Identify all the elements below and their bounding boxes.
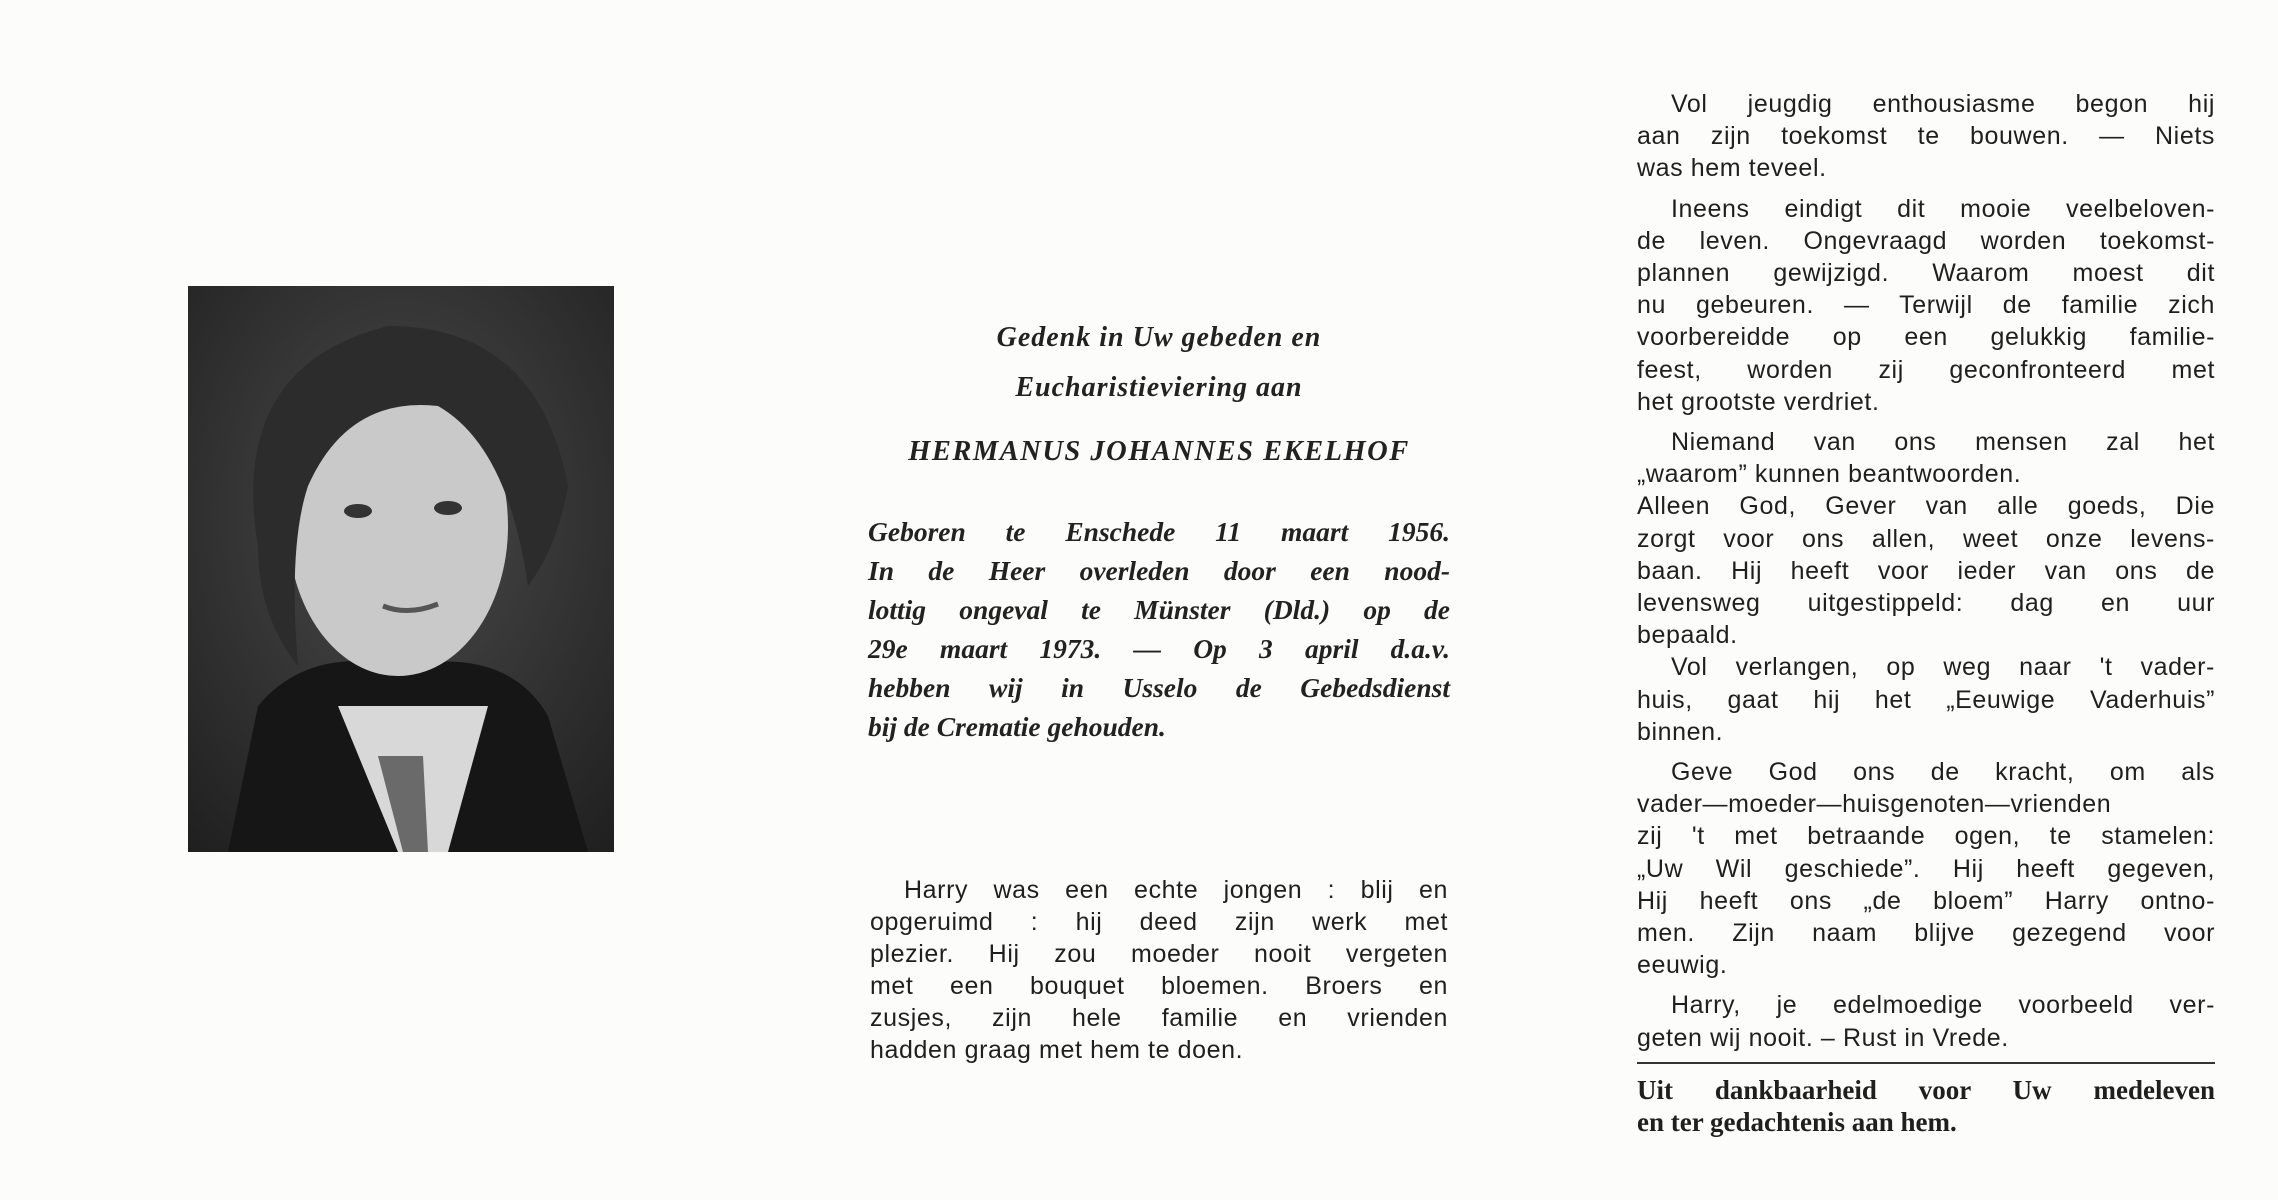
paragraph-line: Ineens eindigt dit mooie veelbeloven- <box>1671 194 2215 223</box>
paragraph-line: voorbereidde op een gelukkig familie- <box>1637 323 2215 352</box>
paragraph-line: zorgt voor ons allen, weet onze levens- <box>1637 524 2215 553</box>
right-paragraph <box>1637 490 2215 651</box>
paragraph-line: geten wij nooit. – Rust in Vrede. <box>1637 1023 2009 1052</box>
paragraph-line: nu gebeuren. — Terwijl de familie zich <box>1637 291 2215 320</box>
right-paragraph <box>1637 756 2215 981</box>
paragraph-line: Harry was een echte jongen : blij en <box>904 876 1448 904</box>
portrait-photo <box>188 286 614 852</box>
paragraph-line: de leven. Ongevraagd worden toekomst- <box>1637 226 2215 255</box>
birth-death-details <box>868 512 1450 746</box>
thanks-line-1: Uit dankbaarheid voor Uw medeleven <box>1637 1075 2215 1105</box>
birth-line: hebben wij in Usselo de Gebedsdienst <box>868 672 1450 703</box>
paragraph-line: men. Zijn naam blijve gezegend voor <box>1637 919 2215 948</box>
paragraph-line: plannen gewijzigd. Waarom moest dit <box>1637 259 2215 288</box>
paragraph-line: hadden graag met hem te doen. <box>870 1036 1244 1064</box>
paragraph-line: binnen. <box>1637 717 1724 746</box>
heading-line-1: Gedenk in Uw gebeden en <box>996 322 1322 353</box>
right-paragraph <box>1637 193 2215 418</box>
paragraph-line: bepaald. <box>1637 621 1738 650</box>
paragraph-line: zusjes, zijn hele familie en vrienden <box>870 1004 1448 1032</box>
paragraph-line: plezier. Hij zou moeder nooit vergeten <box>870 940 1448 968</box>
right-column-text <box>1637 88 2215 1062</box>
right-paragraph <box>1637 651 2215 748</box>
paragraph-line: met een bouquet bloemen. Broers en <box>870 972 1448 1000</box>
birth-line: bij de Crematie gehouden. <box>868 711 1166 742</box>
paragraph-line: zij 't met betraande ogen, te stamelen: <box>1637 822 2215 851</box>
paragraph-line: „Uw Wil geschiede”. Hij heeft gegeven, <box>1637 854 2215 883</box>
paragraph-line: Vol jeugdig enthousiasme begon hij <box>1671 90 2215 118</box>
birth-line: lottig ongeval te Münster (Dld.) op de <box>868 594 1450 625</box>
paragraph-line: aan zijn toekomst te bouwen. — Niets <box>1637 122 2215 151</box>
paragraph-line: Alleen God, Gever van alle goeds, Die <box>1637 492 2215 521</box>
right-paragraph <box>1637 88 2215 185</box>
paragraph-line: Niemand van ons mensen zal het <box>1671 428 2215 457</box>
paragraph-line: Geve God ons de kracht, om als <box>1671 758 2215 787</box>
thanks-line-2: en ter gedachtenis aan hem. <box>1637 1107 1957 1137</box>
paragraph-line: Vol verlangen, op weg naar 't vader- <box>1671 653 2215 682</box>
thanks-note <box>1637 1074 2215 1138</box>
harry-paragraph <box>870 874 1448 1066</box>
birth-line: In de Heer overleden door een nood- <box>868 555 1450 586</box>
memorial-heading <box>868 322 1450 468</box>
heading-line-2: Eucharistieviering aan <box>1015 372 1303 403</box>
birth-line: 29e maart 1973. — Op 3 april d.a.v. <box>868 633 1450 664</box>
paragraph-line: eeuwig. <box>1637 951 1728 980</box>
right-paragraph <box>1637 989 2215 1053</box>
paragraph-line: „waarom” kunnen beantwoorden. <box>1637 460 2022 489</box>
paragraph-line: Hij heeft ons „de bloem” Harry ontno- <box>1637 886 2215 915</box>
right-paragraph <box>1637 426 2215 490</box>
paragraph-line: opgeruimd : hij deed zijn werk met <box>870 908 1448 936</box>
divider-line <box>1637 1062 2215 1064</box>
paragraph-line: het grootste verdriet. <box>1637 387 1880 416</box>
paragraph-line: was hem teveel. <box>1637 154 1827 183</box>
paragraph-line: feest, worden zij geconfronteerd met <box>1637 355 2215 384</box>
paragraph-line: baan. Hij heeft voor ieder van ons de <box>1637 556 2215 585</box>
paragraph-line: levensweg uitgestippeld: dag en uur <box>1637 589 2215 618</box>
paragraph-line: huis, gaat hij het „Eeuwige Vaderhuis” <box>1637 685 2215 714</box>
portrait-image <box>188 286 614 852</box>
deceased-name: HERMANUS JOHANNES EKELHOF <box>908 436 1410 467</box>
paragraph-line: vader—moeder—huisgenoten—vrienden <box>1637 790 2112 819</box>
birth-line: Geboren te Enschede 11 maart 1956. <box>868 516 1450 547</box>
paragraph-line: Harry, je edelmoedige voorbeeld ver- <box>1671 991 2215 1020</box>
